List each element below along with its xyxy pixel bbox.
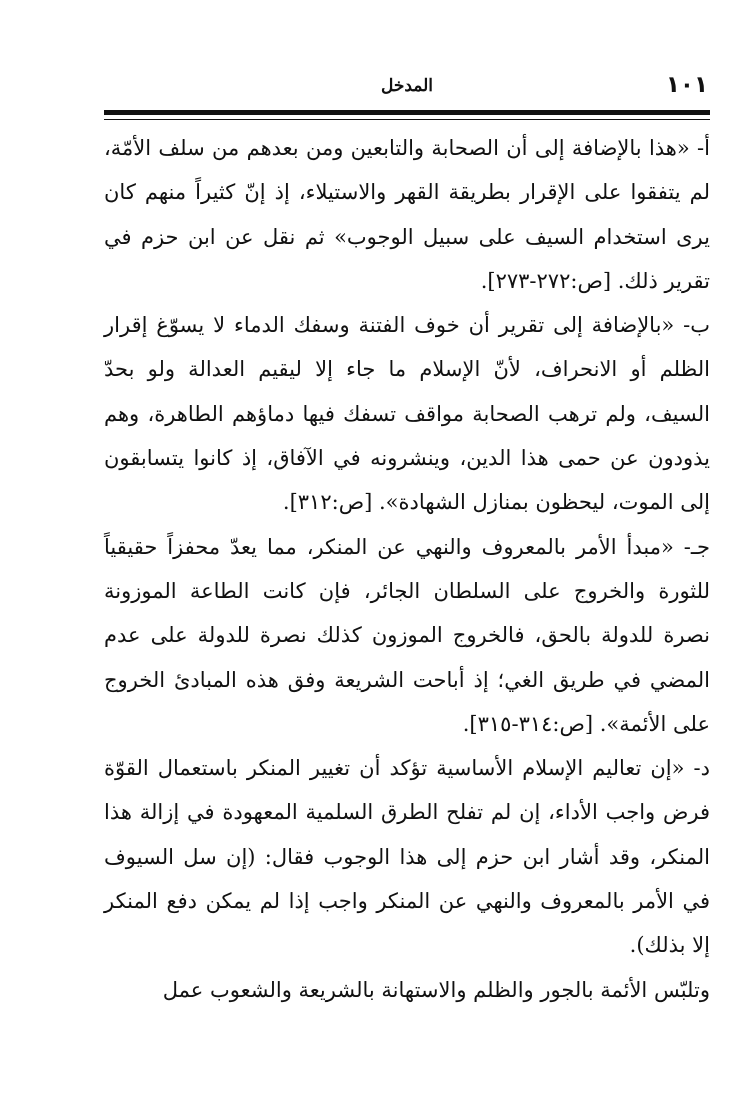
page-header [106,72,708,106]
paragraph-label: جـ- [673,534,710,559]
header-rule-thick [104,110,710,115]
paragraph-label: ب- [674,313,711,338]
section-title: المدخل [380,76,434,96]
paragraph-text: «هذا بالإضافة إلى أن الصحابة والتابعين ومن بعدهم من سلف الأمّة، لم يتفقوا على الإقرار بطريقة القهر والاستيلاء، إذ إنّ كثيراً منهم كان يرى استخدام السيف على سبيل الوجوب» ثم نقل عن ابن حزم في تقرير ذلك. [ص:٢٧٢-٢٧٣]. [104,136,710,293]
paragraph-label: أ- [689,136,710,160]
paragraph-text: «بالإضافة إلى تقرير أن خوف الفتنة وسفك الدماء لا يسوّغ إقرار الظلم أو الانحراف، لأنّ الإسلام ما جاء إلا ليقيم العدالة ولو بحدّ السيف، ولم ترهب الصحابة مواقف تسفك فيها دماؤهم الطاهرة، وهم يذودون عن حمى هذا الدين، وينشرونه في الآفاق، إذ كانوا يتسابقون إلى الموت، ليحظون بمنازل الشهادة». [ص:٣١٢]. [104,313,710,515]
paragraph-a [104,126,710,303]
page-number: ١٠١ [665,72,708,98]
paragraph-continuation [104,968,710,1012]
paragraph-d [104,746,710,967]
paragraph-text: «إن تعاليم الإسلام الأساسية تؤكد أن تغيير المنكر باستعمال القوّة فرض واجب الأداء، إن لم تفلح الطرق السلمية المعهودة في إزالة هذا المنكر، وقد أشار ابن حزم إلى هذا الوجوب فقال: (إن سل السيوف في الأمر بالمعروف والنهي عن المنكر واجب إذا لم يمكن دفع المنكر إلا بذلك). [104,756,710,958]
paragraph-label: د- [684,756,710,781]
header-rule-thin [104,119,710,120]
paragraph-text: «مبدأ الأمر بالمعروف والنهي عن المنكر، مما يعدّ محفزاً حقيقياً للثورة والخروج على السلطان الجائر، فإن كانت الطاعة الموزونة نصرة للدولة بالحق، فالخروج الموزون كذلك نصرة للدولة على عدم المضي في طريق الغي؛ إذ أباحت الشريعة وفق هذه المبادئ الخروج على الأئمة». [ص:٣١٤-٣١٥]. [104,534,710,736]
page-body [104,126,710,1012]
paragraph-b [104,303,710,524]
paragraph-text: وتلبّس الأئمة بالجور والظلم والاستهانة بالشريعة والشعوب عمل [162,977,710,1002]
paragraph-c [104,525,710,746]
